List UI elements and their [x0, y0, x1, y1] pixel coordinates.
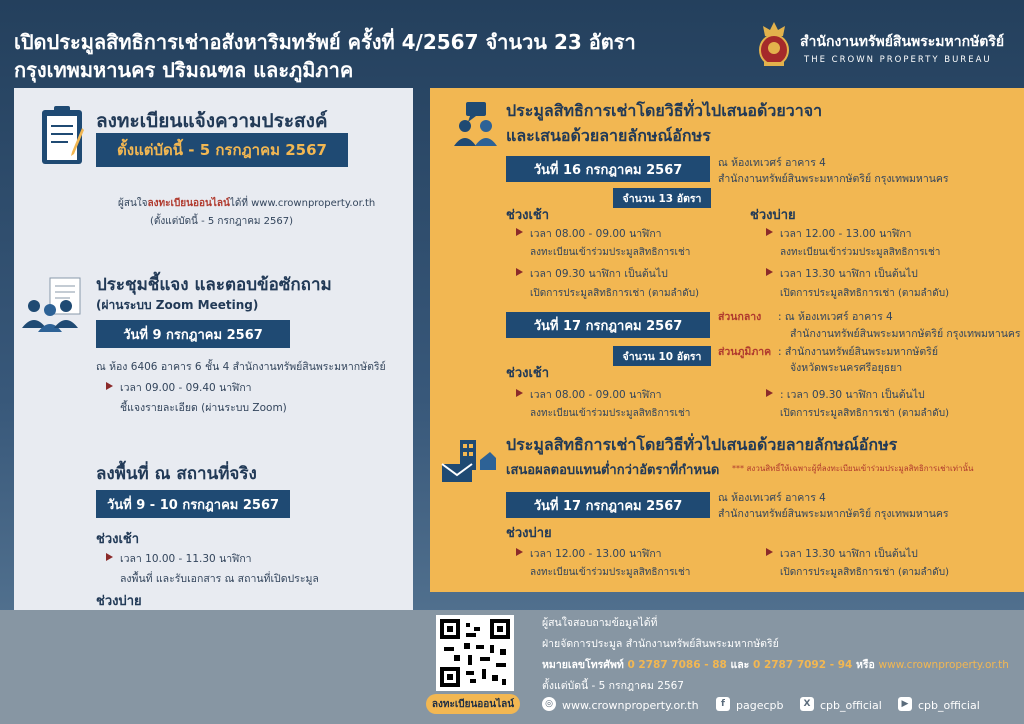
social-facebook[interactable]: pagecpb [736, 699, 784, 712]
regional-label: ส่วนภูมิภาค [718, 346, 772, 358]
day2-date-box: วันที่ 17 กรกฎาคม 2567 [506, 312, 710, 338]
site-morning-label: ช่วงเช้า [96, 532, 140, 547]
oral-bid-heading: ประมูลสิทธิการเช่าโดยวิธีทั่วไปเสนอด้วยวาจา [506, 101, 823, 120]
register-online-button[interactable]: ลงทะเบียนออนไลน์ [426, 694, 520, 714]
meeting-date-box: วันที่ 9 กรกฎาคม 2567 [96, 320, 290, 348]
day1-morning-time2: เวลา 09.30 นาฬิกา เป็นต้นไป [530, 268, 668, 280]
phone-prefix: หมายเลขโทรศัพท์ [542, 659, 624, 671]
central-label: ส่วนกลาง [718, 311, 762, 323]
register-heading: ลงทะเบียนแจ้งความประสงค์ [96, 110, 328, 132]
written-detail1: ลงทะเบียนเข้าร่วมประมูลสิทธิการเช่า [530, 567, 691, 578]
bullet-arrow-icon [516, 268, 523, 276]
meeting-heading: ประชุมชี้แจง และตอบข้อซักถาม [96, 275, 332, 295]
day1-morning-label: ช่วงเช้า [506, 208, 550, 223]
written-bid-heading: ประมูลสิทธิการเช่าโดยวิธีทั่วไปเสนอด้วยลายลักษณ์อักษร [506, 435, 898, 454]
central-location: : ณ ห้องเทเวศร์ อาคาร 4 [778, 311, 893, 323]
day1-afternoon-detail1: ลงทะเบียนเข้าร่วมประมูลสิทธิการเช่า [780, 247, 941, 258]
social-website[interactable]: www.crownproperty.or.th [562, 699, 699, 712]
day2-morning-detail: ลงทะเบียนเข้าร่วมประมูลสิทธิการเช่า [530, 408, 691, 419]
day1-morning-detail2: เปิดการประมูลสิทธิการเช่า (ตามลำดับ) [530, 288, 700, 299]
qr-code[interactable] [436, 615, 514, 691]
site-visit-heading: ลงพื้นที่ ณ สถานที่จริง [96, 464, 257, 484]
day2-afternoon-detail: เปิดการประมูลสิทธิการเช่า (ตามลำดับ) [780, 408, 950, 419]
phone-and: และ [730, 659, 750, 671]
x-twitter-icon: X [800, 697, 814, 711]
written-bid-note: *** สงวนสิทธิ์ให้เฉพาะผู้ที่ลงทะเบียนเข้าร่วมประมูลสิทธิการเช่าเท่านั้น [732, 464, 974, 473]
phone-number-2[interactable]: 0 2787 7092 - 94 [752, 659, 853, 671]
register-note-prefix: ผู้สนใจ [118, 198, 148, 209]
youtube-icon: ▶ [898, 697, 912, 711]
day1-location-line2: สำนักงานทรัพย์สินพระมหากษัตริย์ กรุงเทพมหานคร [718, 173, 949, 185]
contact-phones [542, 656, 1009, 673]
day1-afternoon-label: ช่วงบ่าย [750, 208, 796, 223]
social-x[interactable]: cpb_official [820, 699, 882, 712]
crown-emblem-icon [752, 20, 796, 68]
bullet-arrow-icon [106, 382, 113, 390]
page-subtitle: กรุงเทพมหานคร ปริมณฑล และภูมิภาค [14, 58, 354, 82]
site-afternoon-label: ช่วงบ่าย [96, 594, 142, 609]
day1-morning-time1: เวลา 08.00 - 09.00 นาฬิกา [530, 228, 662, 240]
bullet-arrow-icon [766, 548, 773, 556]
globe-icon: ◎ [542, 697, 556, 711]
central-location-line2: สำนักงานทรัพย์สินพระมหากษัตริย์ กรุงเทพมหานคร [790, 328, 1021, 340]
meeting-detail: ชี้แจงรายละเอียด (ผ่านระบบ Zoom) [120, 402, 287, 414]
day2-morning-label: ช่วงเช้า [506, 366, 550, 381]
bullet-arrow-icon [766, 268, 773, 276]
written-detail2: เปิดการประมูลสิทธิการเช่า (ตามลำดับ) [780, 567, 950, 578]
site-morning-detail: ลงพื้นที่ และรับเอกสาร ณ สถานที่เปิดประมูล [120, 573, 319, 585]
register-note-period: (ตั้งแต่บัดนี้ - 5 กรกฎาคม 2567) [150, 216, 294, 227]
day1-count-badge: จำนวน 13 อัตรา [613, 188, 711, 208]
org-name-thai: สำนักงานทรัพย์สินพระมหากษัตริย์ [800, 34, 1005, 50]
phone-or: หรือ [856, 659, 875, 671]
day2-morning-time: เวลา 08.00 - 09.00 นาฬิกา [530, 389, 662, 401]
day1-afternoon-detail2: เปิดการประมูลสิทธิการเช่า (ตามลำดับ) [780, 288, 950, 299]
bullet-arrow-icon [516, 548, 523, 556]
contact-period: ตั้งแต่บัดนี้ - 5 กรกฎาคม 2567 [542, 680, 684, 692]
meeting-people-icon [20, 276, 86, 332]
website-link[interactable]: www.crownproperty.or.th [878, 659, 1009, 671]
oral-bid-heading-line2: และเสนอด้วยลายลักษณ์อักษร [506, 126, 711, 145]
written-afternoon-label: ช่วงบ่าย [506, 526, 552, 541]
facebook-icon: f [716, 697, 730, 711]
day1-date-box: วันที่ 16 กรกฎาคม 2567 [506, 156, 710, 182]
register-note [118, 196, 375, 211]
written-time2: เวลา 13.30 นาฬิกา เป็นต้นไป [780, 548, 918, 560]
regional-location: : สำนักงานทรัพย์สินพระมหากษัตริย์ [778, 346, 938, 358]
clipboard-icon [38, 104, 90, 168]
org-name-english: THE CROWN PROPERTY BUREAU [804, 55, 992, 65]
meeting-subheading: (ผ่านระบบ Zoom Meeting) [96, 298, 259, 312]
day1-morning-detail1: ลงทะเบียนเข้าร่วมประมูลสิทธิการเช่า [530, 247, 691, 258]
register-note-suffix: ได้ที่ www.crownproperty.or.th [229, 198, 376, 209]
bullet-arrow-icon [766, 389, 773, 397]
social-youtube[interactable]: cpb_official [918, 699, 980, 712]
written-bid-heading-line2: เสนอผลตอบแทนต่ำกว่าอัตราที่กำหนด [506, 463, 720, 478]
contact-department: ฝ่ายจัดการประมูล สำนักงานทรัพย์สินพระมหากษัตริย์ [542, 638, 779, 650]
bullet-arrow-icon [106, 553, 113, 561]
register-online-link[interactable]: ลงทะเบียนออนไลน์ [147, 198, 230, 209]
meeting-location: ณ ห้อง 6406 อาคาร 6 ชั้น 4 สำนักงานทรัพย์สินพระมหากษัตริย์ [96, 361, 386, 373]
bullet-arrow-icon [516, 228, 523, 236]
written-bid-date-box: วันที่ 17 กรกฎาคม 2567 [506, 492, 710, 518]
meeting-time: เวลา 09.00 - 09.40 นาฬิกา [120, 382, 252, 394]
contact-heading: ผู้สนใจสอบถามข้อมูลได้ที่ [542, 617, 658, 629]
site-morning-time: เวลา 10.00 - 11.30 นาฬิกา [120, 553, 252, 565]
site-visit-date-box: วันที่ 9 - 10 กรกฎาคม 2567 [96, 490, 290, 518]
day2-afternoon-time: : เวลา 09.30 นาฬิกา เป็นต้นไป [780, 389, 925, 401]
day1-location: ณ ห้องเทเวศร์ อาคาร 4 [718, 157, 826, 169]
bullet-arrow-icon [766, 228, 773, 236]
speaker-chat-icon [452, 100, 498, 146]
written-time1: เวลา 12.00 - 13.00 นาฬิกา [530, 548, 662, 560]
regional-location-line2: จังหวัดพระนครศรีอยุธยา [790, 362, 903, 374]
bullet-arrow-icon [516, 389, 523, 397]
day1-afternoon-time2: เวลา 13.30 นาฬิกา เป็นต้นไป [780, 268, 918, 280]
register-date-box: ตั้งแต่บัดนี้ - 5 กรกฎาคม 2567 [96, 133, 348, 167]
page-title: เปิดประมูลสิทธิการเช่าอสังหาริมทรัพย์ ครั้งที่ 4/2567 จำนวน 23 อัตรา [14, 30, 636, 54]
phone-number-1[interactable]: 0 2787 7086 - 88 [627, 659, 727, 671]
envelope-building-icon [440, 438, 496, 484]
day1-afternoon-time1: เวลา 12.00 - 13.00 นาฬิกา [780, 228, 912, 240]
written-bid-location: ณ ห้องเทเวศร์ อาคาร 4 [718, 492, 826, 504]
written-bid-location-line2: สำนักงานทรัพย์สินพระมหากษัตริย์ กรุงเทพมหานคร [718, 508, 949, 520]
day2-count-badge: จำนวน 10 อัตรา [613, 346, 711, 366]
